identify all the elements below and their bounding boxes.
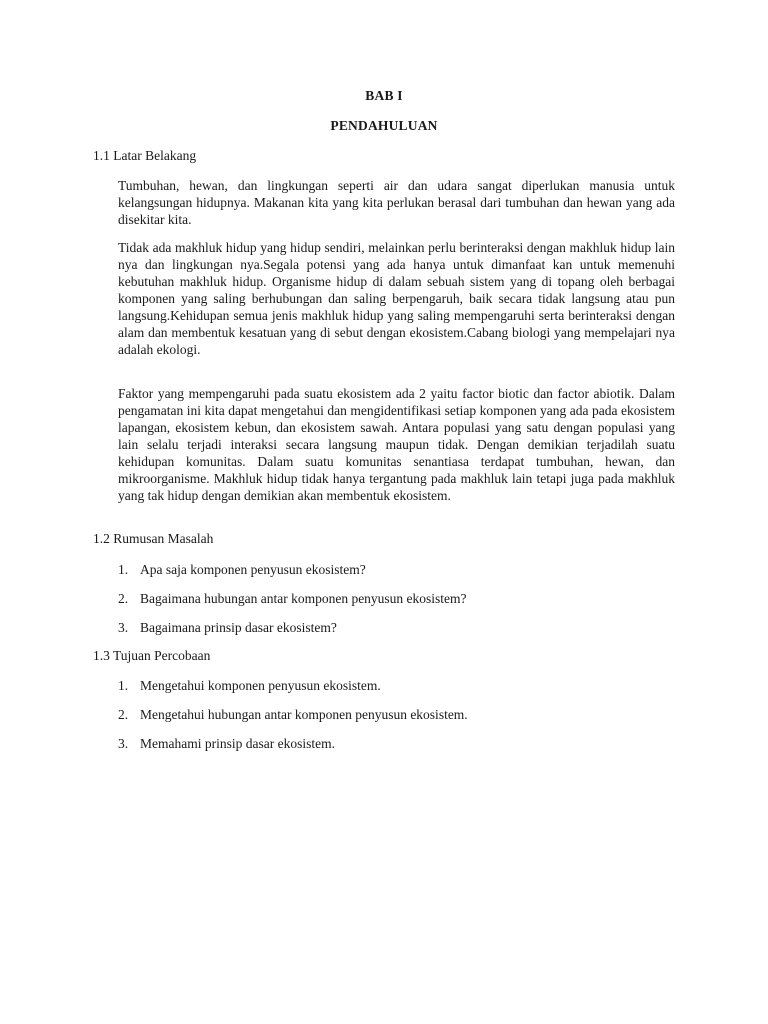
list-item [118,735,678,752]
list-item-text: Apa saja komponen penyusun ekosistem? [140,562,366,577]
list-item-text: Memahami prinsip dasar ekosistem. [140,736,335,751]
paragraph-2: Tidak ada makhluk hidup yang hidup sendiri, melainkan perlu berinteraksi dengan makhluk hidup lain nya dan lingkungan nya.Segala potensi yang ada hanya untuk dimanfaat kan untuk memenuhi kebutuhan makhluk hidup. Organisme hidup di dalam sebuah sistem yang di topang oleh berbagai komponen yang saling berhubungan dan saling berpengaruh, baik secara tidak langsung atau pun langsung.Kehidupan semua jenis makhluk hidup yang saling mempengaruhi serta berinteraksi dengan alam dan membentuk kesatuan yang di sebut dengan ekosistem.Cabang biologi yang mempelajari nya adalah ekologi. [118,240,675,357]
section-heading-tujuan-percobaan: 1.3 Tujuan Percobaan [93,648,211,663]
list-item-text: Mengetahui hubungan antar komponen penyusun ekosistem. [140,707,468,722]
list-item [118,561,678,578]
section-heading-rumusan-masalah: 1.2 Rumusan Masalah [93,531,214,546]
list-item [118,706,678,723]
list-item-number: 2. [118,707,129,722]
section-heading-latar-belakang: 1.1 Latar Belakang [93,148,197,163]
list-item-number: 1. [118,678,129,693]
list-item-text: Bagaimana hubungan antar komponen penyusun ekosistem? [140,591,467,606]
list-item-number: 2. [118,591,129,606]
list-item-number: 3. [118,736,129,751]
chapter-title: PENDAHULUAN [330,118,438,133]
list-item-number: 1. [118,562,129,577]
list-item [118,590,678,607]
list-item [118,619,678,636]
list-item-text: Bagaimana prinsip dasar ekosistem? [140,620,337,635]
list-item-text: Mengetahui komponen penyusun ekosistem. [140,678,381,693]
chapter-number: BAB I [365,88,403,103]
paragraph-3: Faktor yang mempengaruhi pada suatu ekosistem ada 2 yaitu factor biotic dan factor abiotik. Dalam pengamatan ini kita dapat mengetahui dan mengidentifikasi setiap komponen yang ada pada ekosistem lapangan, ekosistem kebun, dan ekosistem sawah. Antara populasi yang satu dengan populasi yang lain selalu terjadi interaksi secara langsung maupun tidak. Dengan demikian terjadilah suatu kehidupan komunitas. Dalam suatu komunitas senantiasa terdapat tumbuhan, hewan, dan mikroorganisme. Makhluk hidup tidak hanya tergantung pada makhluk lain tetapi juga pada makhluk yang tak hidup dengan demikian akan membentuk ekosistem. [118,386,675,503]
list-item [118,677,678,694]
paragraph-1: Tumbuhan, hewan, dan lingkungan seperti air dan udara sangat diperlukan manusia untuk kelangsungan hidupnya. Makanan kita yang kita perlukan berasal dari tumbuhan dan hewan yang ada disekitar kita. [118,178,675,227]
list-item-number: 3. [118,620,129,635]
